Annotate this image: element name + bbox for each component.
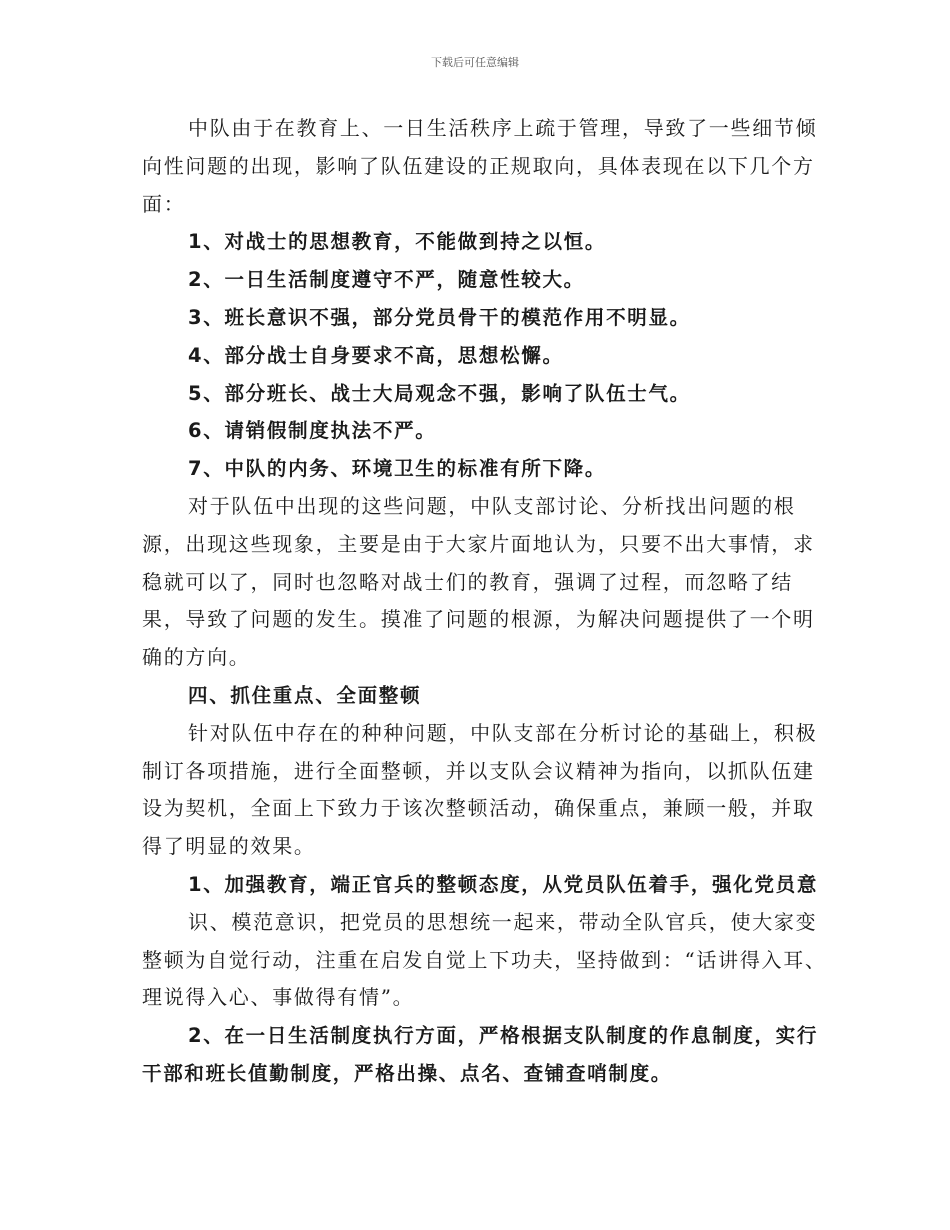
document-body xyxy=(142,110,832,1093)
list-item-7: 7、中队的内务、环境卫生的标准有所下降。 xyxy=(188,457,607,481)
paragraph-analysis: 对于队伍中出现的这些问题，中队支部讨论、分析找出问题的根源，出现这些现象，主要是由于大家片面地认为，只要不出大事情，求稳就可以了，同时也忽略对战士们的教育，强调了过程，而忽略了结果，导致了问题的发生。摸准了问题的根源，为解决问题提供了一个明确的方向。 xyxy=(142,493,815,670)
paragraph-measures: 针对队伍中存在的种种问题，中队支部在分析讨论的基础上，积极制订各项措施，进行全面整顿，并以支队会议精神为指向，以抓队伍建设为契机，全面上下致力于该次整顿活动，确保重点，兼顾一般，并取得了明显的效果。 xyxy=(142,720,818,859)
list-item-5: 5、部分班长、战士大局观念不强，影响了队伍士气。 xyxy=(188,381,691,405)
list-item-6: 6、请销假制度执法不严。 xyxy=(188,419,437,443)
section-heading-4: 四、抓住重点、全面整顿 xyxy=(188,683,422,707)
list-item-3: 3、班长意识不强，部分党员骨干的模范作用不明显。 xyxy=(188,305,691,329)
list-item-2: 2、一日生活制度遵守不严，随意性较大。 xyxy=(188,268,585,292)
list-item-1: 1、对战士的思想教育，不能做到持之以恒。 xyxy=(188,230,607,254)
list-item-4: 4、部分战士自身要求不高，思想松懈。 xyxy=(188,343,564,367)
paragraph-intro: 中队由于在教育上、一日生活秩序上疏于管理，导致了一些细节倾向性问题的出现，影响了队伍建设的正规取向，具体表现在以下几个方面： xyxy=(142,116,818,216)
paragraph-consciousness: 识、模范意识，把党员的思想统一起来，带动全队官兵，使大家变整顿为自觉行动，注重在启发自觉上下功夫，坚持做到：“话讲得入耳、理说得入心、事做得有情”。 xyxy=(142,909,827,1010)
measure-item-1: 1、加强教育，端正官兵的整顿态度，从党员队伍着手，强化党员意 xyxy=(188,872,819,896)
measure-item-2: 2、在一日生活制度执行方面，严格根据支队制度的作息制度，实行干部和班长值勤制度，严格出操、点名、查铺查哨制度。 xyxy=(142,1024,819,1085)
page-header-note: 下载后可任意编辑 xyxy=(431,56,519,69)
